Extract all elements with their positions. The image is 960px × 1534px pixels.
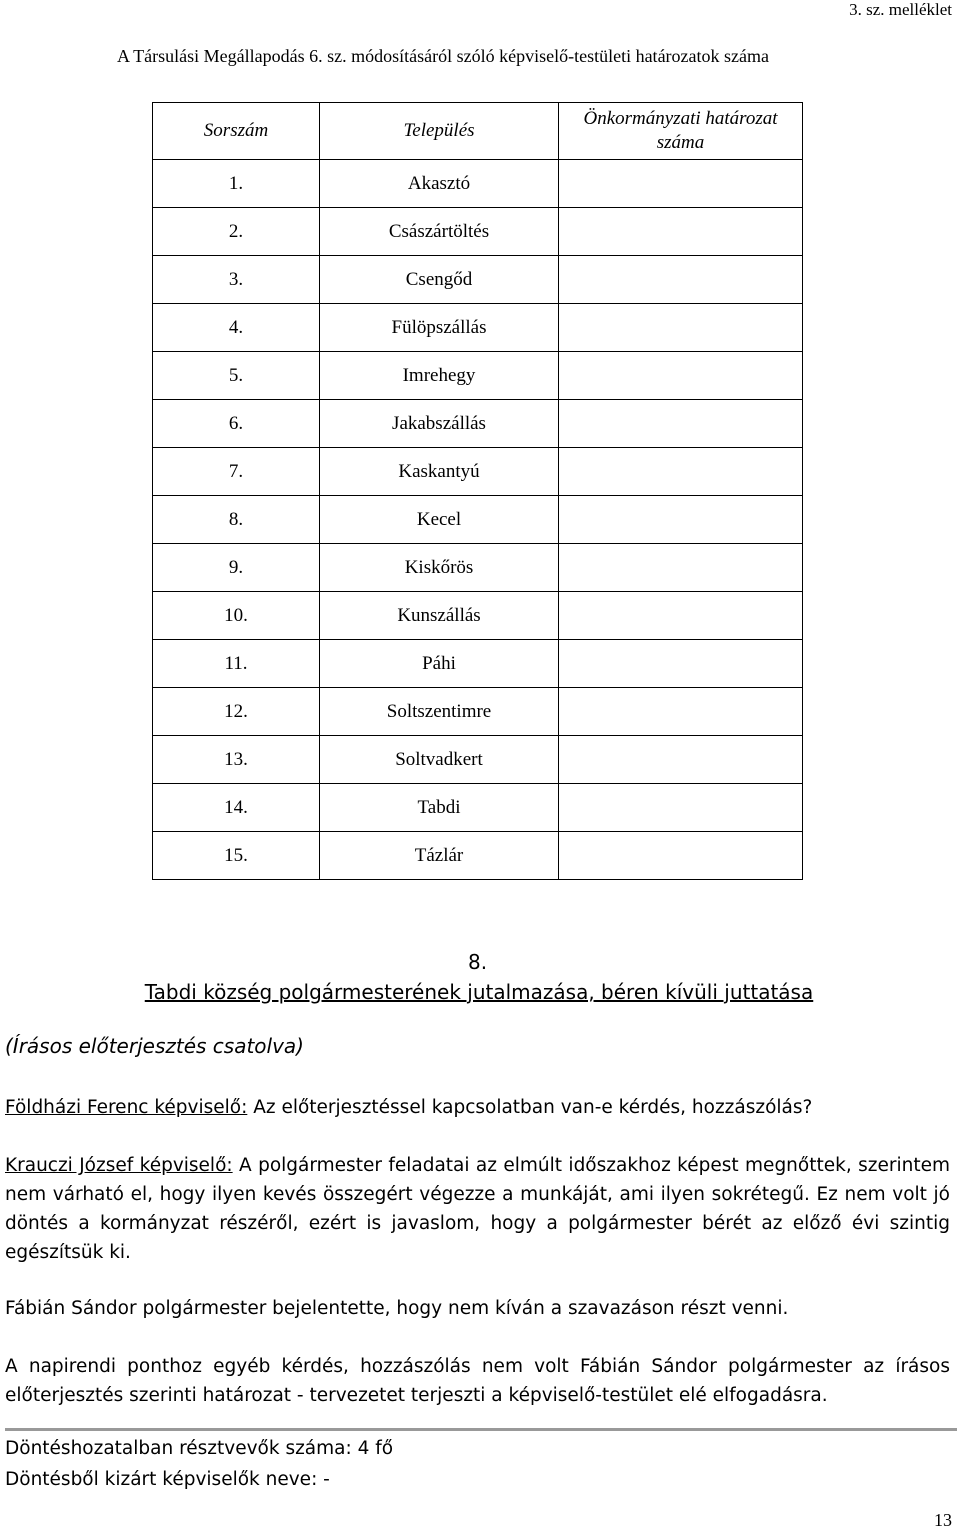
- settlement-name: Kunszállás: [320, 592, 559, 640]
- row-number: 13.: [153, 736, 320, 784]
- settlement-name: Tabdi: [320, 784, 559, 832]
- table-row: [153, 736, 803, 784]
- settlement-name: Páhi: [320, 640, 559, 688]
- attachment-note: (Írásos előterjesztés csatolva): [5, 1034, 304, 1058]
- resolution-number: [559, 352, 803, 400]
- table-row: [153, 160, 803, 208]
- table-row: [153, 832, 803, 880]
- separator-line: [5, 1428, 957, 1431]
- row-number: 15.: [153, 832, 320, 880]
- resolution-number: [559, 688, 803, 736]
- annex-label: 3. sz. melléklet: [849, 0, 952, 19]
- settlement-name: Kiskőrös: [320, 544, 559, 592]
- row-number: 12.: [153, 688, 320, 736]
- resolution-number: [559, 208, 803, 256]
- table-row: [153, 304, 803, 352]
- table-row: [153, 448, 803, 496]
- table-row: [153, 640, 803, 688]
- table-row: [153, 784, 803, 832]
- table-row: [153, 544, 803, 592]
- participants-count: Döntéshozatalban résztvevők száma: 4 fő: [5, 1438, 394, 1459]
- speaker-label: Földházi Ferenc képviselő:: [5, 1097, 248, 1118]
- settlement-name: Jakabszállás: [320, 400, 559, 448]
- resolution-number: [559, 736, 803, 784]
- table-title: A Társulási Megállapodás 6. sz. módosításáról szóló képviselő-testületi határozatok száma: [117, 46, 769, 66]
- agenda-item-number: 8.: [468, 950, 488, 974]
- resolution-number: [559, 400, 803, 448]
- paragraph-foldhazi: [5, 1093, 950, 1122]
- settlement-name: Kaskantyú: [320, 448, 559, 496]
- row-number: 9.: [153, 544, 320, 592]
- settlement-name: Soltvadkert: [320, 736, 559, 784]
- row-number: 5.: [153, 352, 320, 400]
- header-settlement: Település: [320, 103, 559, 160]
- paragraph-fabian-announcement: [5, 1294, 950, 1323]
- settlement-name: Akasztó: [320, 160, 559, 208]
- settlement-name: Imrehegy: [320, 352, 559, 400]
- table-row: [153, 208, 803, 256]
- table-row: [153, 592, 803, 640]
- paragraph-krauczi: [5, 1151, 950, 1267]
- excluded-members: Döntésből kizárt képviselők neve: -: [5, 1469, 330, 1490]
- page-number: 13: [934, 1510, 952, 1530]
- resolution-number: [559, 832, 803, 880]
- resolution-number: [559, 496, 803, 544]
- paragraph-text: Fábián Sándor polgármester bejelentette, hogy nem kíván a szavazáson részt venni.: [5, 1298, 789, 1319]
- table-row: [153, 688, 803, 736]
- header-serial-number: Sorszám: [153, 103, 320, 160]
- row-number: 11.: [153, 640, 320, 688]
- resolution-number: [559, 448, 803, 496]
- resolutions-table: [152, 102, 803, 880]
- row-number: 14.: [153, 784, 320, 832]
- row-number: 4.: [153, 304, 320, 352]
- resolution-number: [559, 304, 803, 352]
- resolution-number: [559, 256, 803, 304]
- table-row: [153, 400, 803, 448]
- settlement-name: Fülöpszállás: [320, 304, 559, 352]
- header-resolution-number: Önkormányzati határozat száma: [559, 103, 803, 160]
- paragraph-text: A polgármester feladatai az elmúlt időszakhoz képest megnőttek, szerintem nem várható el, hogy ilyen kevés összegért végezze a munkáját, ami ilyen sokrétegű. Ez nem volt jó döntés a kormányzat részéről, ezért is javaslom, hogy a polgármester bérét az előző évi szintig egészítsük ki.: [5, 1155, 950, 1263]
- resolution-number: [559, 592, 803, 640]
- row-number: 10.: [153, 592, 320, 640]
- row-number: 6.: [153, 400, 320, 448]
- paragraph-text: Az előterjesztéssel kapcsolatban van-e kérdés, hozzászólás?: [247, 1097, 813, 1118]
- resolution-number: [559, 640, 803, 688]
- table-row: [153, 256, 803, 304]
- settlement-name: Kecel: [320, 496, 559, 544]
- settlement-name: Soltszentimre: [320, 688, 559, 736]
- table-header-row: [153, 103, 803, 160]
- settlement-name: Tázlár: [320, 832, 559, 880]
- row-number: 7.: [153, 448, 320, 496]
- settlement-name: Császártöltés: [320, 208, 559, 256]
- row-number: 2.: [153, 208, 320, 256]
- agenda-item-title: Tabdi község polgármesterének jutalmazása, béren kívüli juttatása: [144, 980, 814, 1004]
- resolution-number: [559, 160, 803, 208]
- resolution-number: [559, 544, 803, 592]
- row-number: 1.: [153, 160, 320, 208]
- table-row: [153, 496, 803, 544]
- resolution-number: [559, 784, 803, 832]
- speaker-label: Krauczi József képviselő:: [5, 1155, 233, 1176]
- row-number: 8.: [153, 496, 320, 544]
- row-number: 3.: [153, 256, 320, 304]
- table-row: [153, 352, 803, 400]
- paragraph-text: A napirendi ponthoz egyéb kérdés, hozzászólás nem volt Fábián Sándor polgármester az írásos előterjesztés szerinti határozat - tervezetet terjeszti a képviselő-testület elé elfogadásra.: [5, 1356, 950, 1406]
- paragraph-agenda-closing: [5, 1352, 950, 1410]
- settlement-name: Csengőd: [320, 256, 559, 304]
